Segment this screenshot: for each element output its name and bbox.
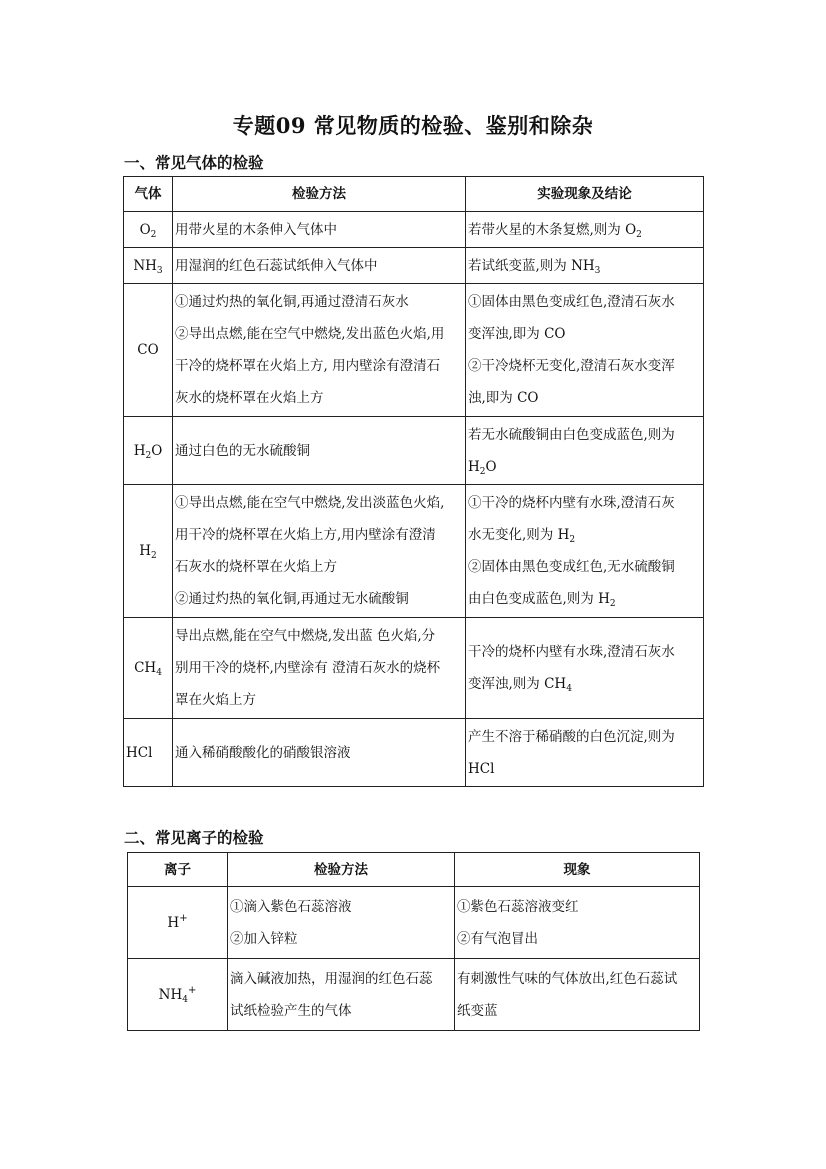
table-row — [124, 284, 704, 417]
header-result: 现象 — [455, 853, 700, 887]
header-result: 实验现象及结论 — [466, 177, 704, 212]
table-row — [124, 485, 704, 618]
ion-test-table — [127, 852, 700, 1031]
method-cell: 用带火星的木条伸入气体中 — [173, 212, 466, 248]
page-title: 专题09 常见物质的检验、鉴别和除杂 — [232, 113, 594, 138]
result-cell: 若带火星的木条复燃,则为 $O_2$ — [466, 212, 704, 248]
method-cell: ①导出点燃,能在空气中燃烧,发出淡蓝色火焰, 用干冷的烧杯罩在火焰上方,用内壁涂有澄清 石灰水的烧杯罩在火焰上方 ②通过灼热的氧化铜,再通过无水硫酸铜 — [173, 485, 466, 618]
method-cell: 通过白色的无水硫酸铜 — [173, 417, 466, 485]
header-method: 检验方法 — [228, 853, 455, 887]
result-cell: 产生不溶于稀硝酸的白色沉淀,则为 HCl — [466, 719, 704, 787]
table-row — [124, 417, 704, 485]
method-cell: ①滴入紫色石蕊溶液 ②加入锌粒 — [228, 887, 455, 959]
header-gas: 气体 — [124, 177, 173, 212]
result-cell: 有刺激性气味的气体放出,红色石蕊试 纸变蓝 — [455, 959, 700, 1031]
gas-cell: HCl — [124, 719, 173, 787]
table-row — [124, 248, 704, 284]
table-row — [124, 618, 704, 719]
method-cell: 滴入碱液加热，用湿润的红色石蕊 试纸检验产生的气体 — [228, 959, 455, 1031]
result-cell: ①干冷的烧杯内壁有水珠,澄清石灰 水无变化,则为 $H_2$ ②固体由黑色变成红色,无水硫酸铜 由白色变成蓝色,则为 $H_2$ — [466, 485, 704, 618]
section-heading-gas: 一、常见气体的检验 — [124, 153, 264, 172]
table-header-row — [128, 853, 700, 887]
table-header-row — [124, 177, 704, 212]
method-cell: 导出点燃,能在空气中燃烧,发出蓝 色火焰,分 别用干冷的烧杯,内壁涂有 澄清石灰水的烧杯 罩在火焰上方 — [173, 618, 466, 719]
gas-cell: $H_2$ — [124, 485, 173, 618]
gas-cell: $O_2$ — [124, 212, 173, 248]
result-cell: ①紫色石蕊溶液变红 ②有气泡冒出 — [455, 887, 700, 959]
result-cell: 干冷的烧杯内壁有水珠,澄清石灰水 变浑浊,则为 $CH_4$ — [466, 618, 704, 719]
section-heading-ion: 二、常见离子的检验 — [124, 828, 264, 847]
method-cell: ①通过灼热的氧化铜,再通过澄清石灰水 ②导出点燃,能在空气中燃烧,发出蓝色火焰,用 干冷的烧杯罩在火焰上方, 用内壁涂有澄清石 灰水的烧杯罩在火焰上方 — [173, 284, 466, 417]
gas-cell: CO — [124, 284, 173, 417]
result-cell: 若无水硫酸铜由白色变成蓝色,则为 $H_2O$ — [466, 417, 704, 485]
table-row — [128, 959, 700, 1031]
table-row — [128, 887, 700, 959]
header-ion: 离子 — [128, 853, 228, 887]
gas-cell: $H_2O$ — [124, 417, 173, 485]
method-cell: 用湿润的红色石蕊试纸伸入气体中 — [173, 248, 466, 284]
header-method: 检验方法 — [173, 177, 466, 212]
ion-cell: $NH_4^+$ — [128, 959, 228, 1031]
ion-cell: H+ — [128, 887, 228, 959]
result-cell: 若试纸变蓝,则为 $NH_3$ — [466, 248, 704, 284]
result-cell: ①固体由黑色变成红色,澄清石灰水 变浑浊,即为 CO ②干冷烧杯无变化,澄清石灰水变浑 浊,即为 CO — [466, 284, 704, 417]
gas-cell: $CH_4$ — [124, 618, 173, 719]
table-row — [124, 212, 704, 248]
gas-cell: $NH_3$ — [124, 248, 173, 284]
gas-test-table — [123, 176, 704, 787]
table-row — [124, 719, 704, 787]
method-cell: 通入稀硝酸酸化的硝酸银溶液 — [173, 719, 466, 787]
